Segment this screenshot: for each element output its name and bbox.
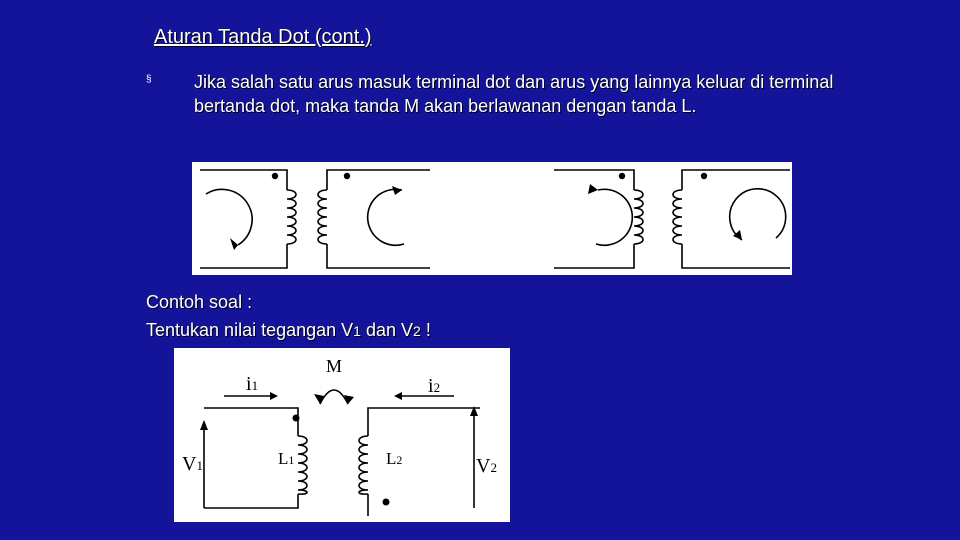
dot-marker <box>701 173 707 179</box>
bullet-text: Jika salah satu arus masuk terminal dot dan arus yang lainnya keluar di terminal bertanda dot, maka tanda M akan berlawanan dengan tanda L. <box>194 72 834 116</box>
i2-label: i2 <box>428 375 441 397</box>
bullet-marker: § <box>146 74 152 85</box>
v2-label: V2 <box>476 455 497 477</box>
primary-wire <box>204 408 298 436</box>
l1-coil-icon <box>298 436 307 494</box>
current-arrow-icon <box>596 189 632 245</box>
dot-marker-l2 <box>383 499 390 506</box>
current-arrow-icon <box>368 189 404 245</box>
l2-coil-icon <box>359 436 368 494</box>
primary-wire <box>204 494 298 508</box>
example-circuit <box>174 348 510 522</box>
coil-2-icon <box>318 190 327 244</box>
l2-label: L2 <box>386 449 403 468</box>
dot-rule-svg <box>192 162 792 275</box>
example-question: Tentukan nilai tegangan V1 dan V2 ! <box>146 320 431 340</box>
circuit-svg <box>174 348 510 522</box>
coil-4-icon <box>673 190 682 244</box>
dot-rule-diagram <box>192 162 792 275</box>
dot-marker <box>619 173 625 179</box>
mutual-arc-icon <box>320 390 348 404</box>
dot-marker <box>272 173 278 179</box>
slide-title: Aturan Tanda Dot (cont.) <box>154 26 372 48</box>
dot-marker <box>344 173 350 179</box>
coil-3-icon <box>634 190 643 244</box>
example-heading: Contoh soal : <box>146 292 253 312</box>
dot-marker-l1 <box>293 415 300 422</box>
i1-label: i1 <box>246 373 259 395</box>
l1-label: L1 <box>278 449 295 468</box>
current-arrow-icon <box>206 189 252 245</box>
coil-1-icon <box>287 190 296 244</box>
v1-label: V1 <box>182 453 203 475</box>
mutual-label: M <box>325 356 343 376</box>
secondary-wire <box>368 408 480 436</box>
